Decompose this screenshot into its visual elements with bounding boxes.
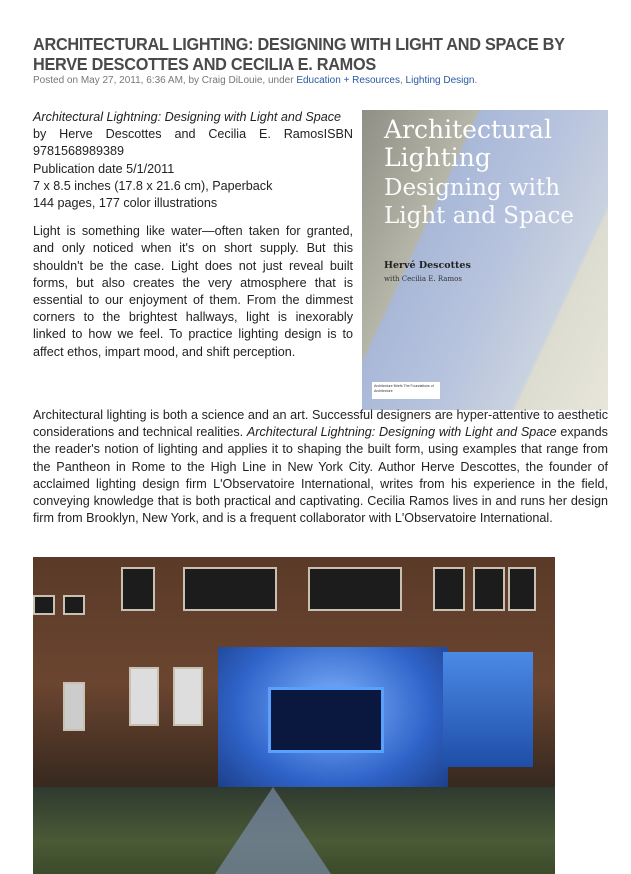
window bbox=[63, 682, 85, 731]
window bbox=[129, 667, 159, 726]
paragraph-2-block bbox=[33, 407, 608, 527]
book-title: Architectural Lightning: Designing with Light and Space bbox=[33, 110, 342, 124]
period: . bbox=[474, 75, 478, 86]
book-details bbox=[33, 109, 353, 212]
book-pages: 144 pages, 177 color illustrations bbox=[33, 196, 218, 211]
cover-coauthor: with Cecilia E. Ramos bbox=[384, 275, 462, 283]
book-size: 7 x 8.5 inches (17.8 x 21.6 cm), Paperback bbox=[33, 178, 273, 193]
p2-end: expands the reader's notion of lighting and applies it to shaping the built form, using examples that range from the Pantheon in Rome to the High Line in New York City. Author Herve Descottes, the founder of acclaimed lighting design firm L'Observatoire International, writes from his experience in the field, conveying knowledge that is both practical and captivating. Cecilia Ramos lives in and runs her design firm from Brooklyn, New York, and is a frequent collaborator with L'Observatoire International. bbox=[33, 425, 608, 526]
cover-title: Architectural Lighting bbox=[384, 115, 552, 172]
window bbox=[173, 667, 203, 726]
high-line-photo bbox=[33, 557, 555, 874]
walkway bbox=[213, 787, 333, 874]
post-meta bbox=[33, 75, 477, 86]
cover-author: Hervé Descottes bbox=[384, 260, 471, 271]
window bbox=[433, 567, 465, 611]
window bbox=[473, 567, 505, 611]
book-cover-image bbox=[362, 110, 608, 410]
cover-subtitle: Designing with Light and Space bbox=[384, 175, 574, 229]
p2-book-title: Architectural Lightning: Designing with Light and Space bbox=[246, 425, 557, 440]
lit-facade bbox=[443, 652, 533, 767]
paragraph-2 bbox=[33, 407, 608, 527]
window bbox=[308, 567, 402, 611]
book-info-column bbox=[33, 109, 353, 372]
meta-text: Posted on May 27, 2011, 6:36 AM, by Craig DiLouie, under bbox=[33, 75, 297, 86]
cover-series-label: Architecture Briefs The Foundations of Architecture bbox=[372, 382, 440, 399]
separator: , bbox=[399, 75, 406, 86]
paragraph-1: Light is something like water—often taken for granted, and only noticed when it's on short supply. But this shouldn't be the case. Light does not just reveal built forms, but also creates the very atmosphere that is essential to our enjoyment of them. From the dimmest corners to the brightest hallways, light is inexorably linked to how we feel. To practice lighting design is to affect ethos, impart mood, and shift perception. bbox=[33, 224, 353, 359]
window bbox=[508, 567, 536, 611]
category-link-education[interactable]: Education + Resources bbox=[296, 75, 400, 86]
window bbox=[63, 595, 85, 615]
window bbox=[183, 567, 277, 611]
category-link-lighting-design[interactable]: Lighting Design bbox=[405, 75, 475, 86]
tunnel-opening bbox=[268, 687, 384, 753]
p2-start: Architectural lighting is both a science and an art. Successful designers are hyper-attentive to aesthetic considerations and technical realities. bbox=[33, 408, 608, 440]
window bbox=[121, 567, 155, 611]
window bbox=[33, 595, 55, 615]
book-pubdate: Publication date 5/1/2011 bbox=[33, 161, 175, 176]
book-authors-isbn: by Herve Descottes and Cecilia E. RamosISBN 9781568989389 bbox=[33, 127, 353, 159]
post-title: ARCHITECTURAL LIGHTING: DESIGNING WITH LIGHT AND SPACE BY HERVE DESCOTTES AND CECILIA E. RAMOS bbox=[33, 34, 565, 74]
